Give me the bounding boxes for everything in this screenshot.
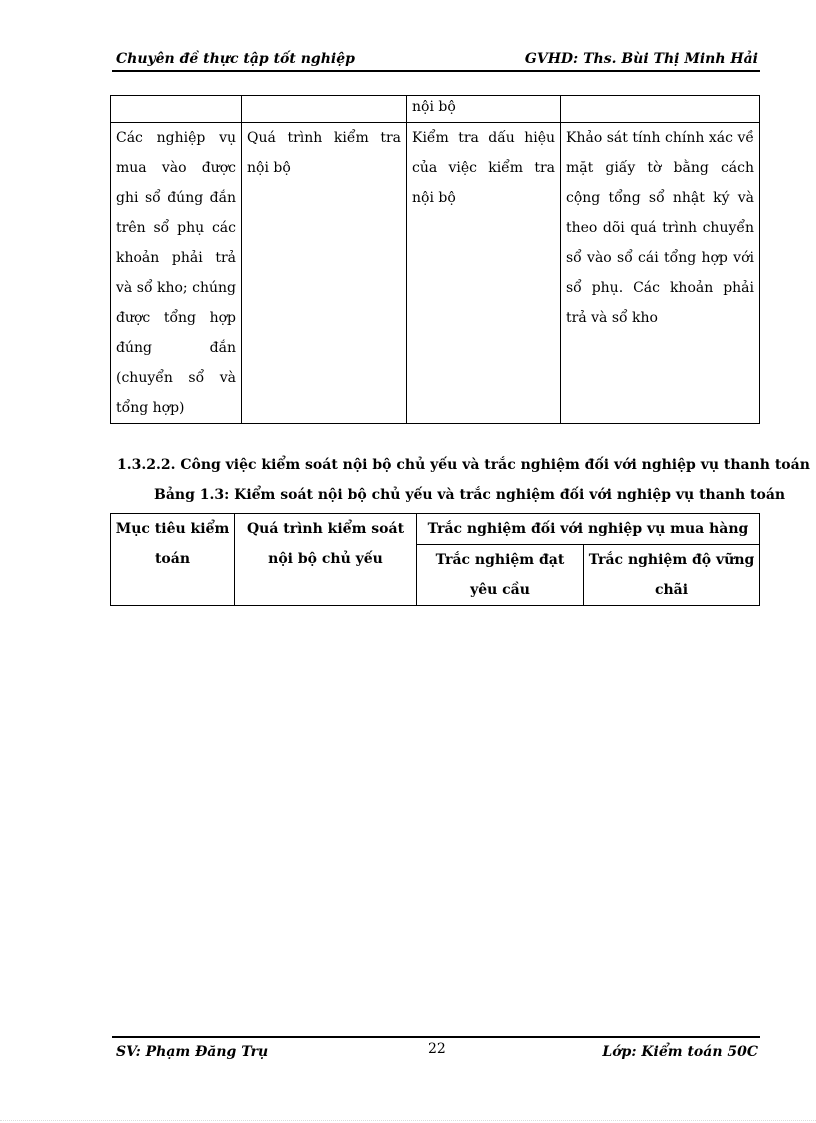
page-number: 22	[428, 1041, 446, 1057]
audit-objective-cell: Các nghiệp vụ mua vào được ghi sổ đúng đắn trên sổ phụ các khoản phải trả và sổ kho; chúng được tổng hợp đúng đắn (chuyển sổ và tổng hợp)	[111, 123, 242, 424]
column-header-group: Trắc nghiệm đối với nghiệp vụ mua hàng	[417, 514, 760, 545]
table-row	[111, 123, 760, 424]
section-heading: 1.3.2.2. Công việc kiểm soát nội bộ chủ yếu và trắc nghiệm đối với nghiệp vụ thanh toán	[117, 457, 810, 473]
column-header-compliance: Trắc nghiệm đạt yêu cầu	[417, 545, 584, 606]
column-header-objective: Mục tiêu kiểm toán	[111, 514, 235, 606]
table-cell	[111, 96, 242, 123]
substantive-test-cell: Khảo sát tính chính xác về mặt giấy tờ bằng cách cộng tổng sổ nhật ký và theo dõi quá trình chuyển sổ vào sổ cái tổng hợp với sổ phụ. Các khoản phải trả và sổ kho	[561, 123, 760, 424]
control-table-continued	[110, 95, 760, 424]
table-cell	[242, 96, 407, 123]
table-row	[111, 96, 760, 123]
table-caption: Bảng 1.3: Kiểm soát nội bộ chủ yếu và trắc nghiệm đối với nghiệp vụ thanh toán	[154, 487, 786, 503]
internal-control-cell: Quá trình kiểm tra nội bộ	[242, 123, 407, 424]
header-title: Chuyên đề thực tập tốt nghiệp	[116, 51, 355, 67]
page-footer	[112, 1036, 760, 1066]
header-supervisor: GVHD: Ths. Bùi Thị Minh Hải	[524, 51, 758, 67]
page-header	[112, 50, 760, 72]
compliance-test-cell: Kiểm tra dấu hiệu của việc kiểm tra nội bộ	[407, 123, 561, 424]
payment-control-table	[110, 513, 760, 606]
table-header-row	[111, 514, 760, 545]
column-header-control: Quá trình kiểm soát nội bộ chủ yếu	[235, 514, 417, 606]
table-cell	[561, 96, 760, 123]
column-header-substantive: Trắc nghiệm độ vững chãi	[584, 545, 760, 606]
table-cell: nội bộ	[407, 96, 561, 123]
footer-class: Lớp: Kiểm toán 50C	[602, 1044, 758, 1060]
footer-student: SV: Phạm Đăng Trụ	[116, 1044, 269, 1060]
page-bottom-divider	[0, 1120, 816, 1121]
